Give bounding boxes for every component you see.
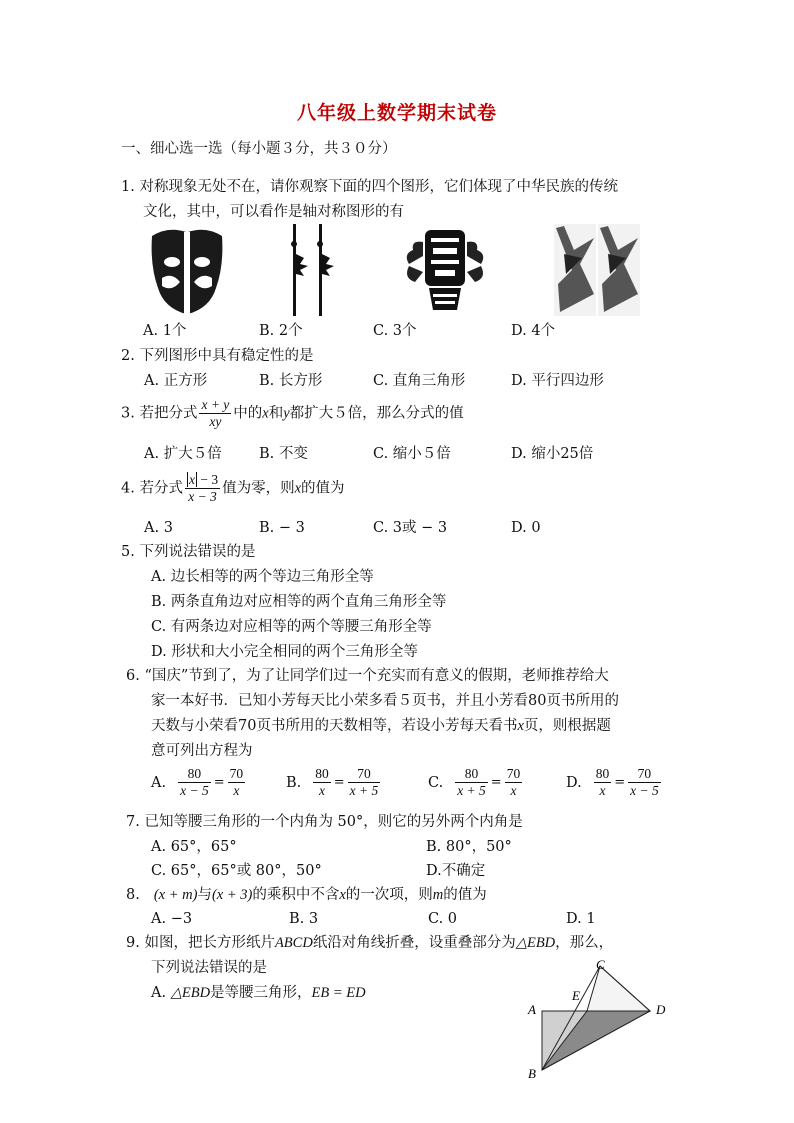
q1-stem-line1: 1. 对称现象无处不在，请你观察下面的四个图形，它们体现了中华民族的传统 <box>121 179 618 195</box>
q6-b-right-num: 70 <box>357 766 371 781</box>
q4-option-d[interactable]: D. 0 <box>511 520 541 536</box>
q4-num-rest: − 3 <box>200 472 219 487</box>
q6-option-c[interactable] <box>428 766 524 799</box>
q6-c-left-den: x + 5 <box>457 783 486 798</box>
q4-fraction-numerator <box>185 472 220 488</box>
q6-b-left-num: 80 <box>315 766 329 781</box>
q4-stem-post: 的值为 <box>301 480 345 497</box>
q4-var-x: x <box>294 480 302 497</box>
q6-c-left-num: 80 <box>464 766 479 781</box>
q3-stem-pre: 3. 若把分式 <box>121 405 198 422</box>
q5-option-b[interactable]: B. 两条直角边对应相等的两个直角三角形全等 <box>151 594 447 610</box>
q8-factor-1: (x + m) <box>153 887 198 903</box>
q9-option-a-mid: 是等腰三角形， <box>210 985 312 1001</box>
q7-option-c[interactable]: C. 65°，65°或 80°，50° <box>151 863 322 879</box>
q3-stem-mid1: 中的 <box>233 405 263 422</box>
q4-stem-mid: 值为零，则 <box>222 480 295 497</box>
q3-option-a[interactable]: A. 扩大５倍 <box>144 446 222 462</box>
folded-rectangle-diagram <box>520 958 680 1083</box>
q8-option-a[interactable]: A. −3 <box>151 911 193 927</box>
q3-fraction <box>199 397 231 430</box>
q6-d-right-den: x − 5 <box>630 783 659 798</box>
q8-mid1: 与 <box>197 887 212 903</box>
q6-stem-line1: 6. “国庆”节到了，为了让同学们过一个充实而有意义的假期，老师推荐给大 <box>126 668 609 684</box>
q6-b-right-fraction <box>348 766 381 799</box>
q2-option-b[interactable]: B. 长方形 <box>259 373 323 389</box>
q9-line1-post: ，那么， <box>555 935 614 951</box>
q6-d-right-fraction <box>628 766 661 799</box>
q6-a-left-den: x − 5 <box>180 783 209 798</box>
q6-b-right-den: x + 5 <box>349 783 379 798</box>
vertex-c-label: C <box>596 957 605 972</box>
q3-option-b[interactable]: B. 不变 <box>259 446 308 462</box>
q1-option-a[interactable]: A. 1个 <box>143 323 187 339</box>
vertex-a-label: A <box>528 1002 536 1017</box>
q3-fraction-denominator: xy <box>199 413 231 430</box>
q6-c-right-den: x <box>505 782 523 799</box>
q6-a-right-den: x <box>228 782 246 799</box>
q1-option-d[interactable]: D. 4个 <box>511 323 556 339</box>
q2-option-c[interactable]: C. 直角三角形 <box>373 373 466 389</box>
q6-a-right-num: 70 <box>229 766 244 781</box>
q4-stem <box>121 472 345 505</box>
q6-b-left-den: x <box>313 782 331 799</box>
q6-c-right-num: 70 <box>506 766 521 781</box>
q9-triangle-name: △EBD <box>515 935 556 951</box>
q4-option-a[interactable]: A. 3 <box>144 520 173 536</box>
q8-number: 8. <box>126 887 140 903</box>
q8-mid2: 的乘积中不含 <box>252 887 340 903</box>
q8-option-b[interactable]: B. 3 <box>289 911 319 927</box>
q6-option-b[interactable] <box>286 766 382 799</box>
q5-option-c[interactable]: C. 有两条边对应相等的两个等腰三角形全等 <box>151 619 432 635</box>
q3-stem-mid2: 和 <box>268 405 284 422</box>
q8-var-m: m <box>432 887 444 903</box>
q3-option-d[interactable]: D. 缩小25倍 <box>511 446 594 462</box>
q8-option-d[interactable]: D. 1 <box>566 911 596 927</box>
q6-stem-line3 <box>151 716 611 736</box>
papercut-strip-figure <box>283 224 339 316</box>
q6-d-right-num: 70 <box>637 766 652 781</box>
q9-stem-line1 <box>126 933 613 953</box>
q6-option-b-label: B. <box>286 774 302 791</box>
q9-stem-line2: 下列说法错误的是 <box>151 960 267 976</box>
q6-d-left-fraction <box>594 766 612 799</box>
q2-option-d[interactable]: D. 平行四边形 <box>511 373 604 389</box>
q8-factor-2: (x + 3) <box>211 887 253 903</box>
vertex-b-label: B <box>528 1066 536 1081</box>
q6-c-right-fraction <box>505 766 523 799</box>
q1-option-b[interactable]: B. 2个 <box>259 323 303 339</box>
q9-option-a-triangle: △EBD <box>170 985 211 1001</box>
q6-option-a-label: A. <box>151 774 167 791</box>
q6-option-d[interactable] <box>566 766 663 799</box>
q3-stem-post: 都扩大５倍，那么分式的值 <box>289 405 464 422</box>
q6-a-left-num: 80 <box>187 766 202 781</box>
q8-option-c[interactable]: C. 0 <box>428 911 458 927</box>
q9-line1-pre: 9. 如图，把长方形纸片 <box>126 935 275 951</box>
q6-option-d-label: D. <box>566 774 582 791</box>
q4-stem-pre: 4. 若分式 <box>121 480 183 497</box>
q6-line3-pre: 天数与小荣看70页书所用的天数相等，若设小芳每天看书 <box>151 718 518 734</box>
q7-option-a[interactable]: A. 65°，65° <box>151 839 237 855</box>
q6-c-left-fraction <box>455 766 488 799</box>
vertex-e-label: E <box>572 988 580 1003</box>
q6-d-equals: = <box>614 775 626 790</box>
q6-var-x: x <box>517 718 524 734</box>
q4-option-c[interactable]: C. 3或 − 3 <box>373 520 448 536</box>
q9-option-a-label: A. <box>151 985 171 1001</box>
vertex-d-label: D <box>656 1002 666 1017</box>
q3-var-y: y <box>283 405 290 422</box>
q3-option-c[interactable]: C. 缩小５倍 <box>373 446 451 462</box>
q5-option-d[interactable]: D. 形状和大小完全相同的两个三角形全等 <box>151 644 418 660</box>
q6-a-left-fraction <box>178 766 211 799</box>
q2-stem: 2. 下列图形中具有稳定性的是 <box>121 348 314 364</box>
q8-var-x: x <box>339 887 346 903</box>
q6-stem-line4: 意可列出方程为 <box>151 743 253 759</box>
q4-option-b[interactable]: B. − 3 <box>259 520 305 536</box>
q2-option-a[interactable]: A. 正方形 <box>144 373 208 389</box>
bird-fan-figure <box>554 224 642 316</box>
q6-c-equals: = <box>490 775 502 790</box>
q6-b-equals: = <box>333 775 345 790</box>
q6-b-left-fraction <box>313 766 331 799</box>
q7-stem: 7. 已知等腰三角形的一个内角为 50°，则它的另外两个内角是 <box>126 814 523 830</box>
q6-stem-line2: 家一本好书．已知小芳每天比小荣多看５页书，并且小芳看80页书所用的 <box>151 693 619 709</box>
q8-stem <box>126 885 487 905</box>
q7-option-d[interactable]: D.不确定 <box>426 863 486 879</box>
opera-mask-figure <box>150 226 224 316</box>
q5-option-a[interactable]: A. 边长相等的两个等边三角形全等 <box>151 569 374 585</box>
q6-line3-post: 页，则根据题 <box>523 718 611 734</box>
q4-fraction-denominator: x − 3 <box>185 488 220 505</box>
q3-fraction-numerator: x + y <box>201 397 230 412</box>
q6-d-left-num: 80 <box>595 766 610 781</box>
q6-a-equals: = <box>213 775 225 790</box>
q3-var-x: x <box>262 405 269 422</box>
q1-stem-line2: 文化，其中，可以看作是轴对称图形的有 <box>143 204 404 220</box>
section-heading: 一、细心选一选（每小题３分，共３０分） <box>121 141 397 157</box>
q6-option-a[interactable] <box>151 766 247 799</box>
q9-option-a[interactable] <box>151 983 366 1003</box>
q8-post: 的值为 <box>443 887 487 903</box>
q5-stem: 5. 下列说法错误的是 <box>121 544 256 560</box>
q1-option-c[interactable]: C. 3个 <box>373 323 417 339</box>
q6-d-left-den: x <box>594 782 612 799</box>
page-title: 八年级上数学期末试卷 <box>296 102 497 124</box>
q7-option-b[interactable]: B. 80°，50° <box>426 839 512 855</box>
double-happiness-figure <box>403 226 487 314</box>
q9-line1-mid: 纸沿对角线折叠，设重叠部分为 <box>312 935 516 951</box>
q4-fraction <box>185 472 220 505</box>
q6-a-right-fraction <box>228 766 246 799</box>
q9-rect-name: ABCD <box>274 935 313 951</box>
q9-option-a-equation: EB = ED <box>311 985 366 1001</box>
q3-stem <box>121 397 464 430</box>
q8-mid3: 的一次项，则 <box>345 887 433 903</box>
q6-option-c-label: C. <box>428 774 444 791</box>
q4-abs-x: x <box>188 472 195 487</box>
